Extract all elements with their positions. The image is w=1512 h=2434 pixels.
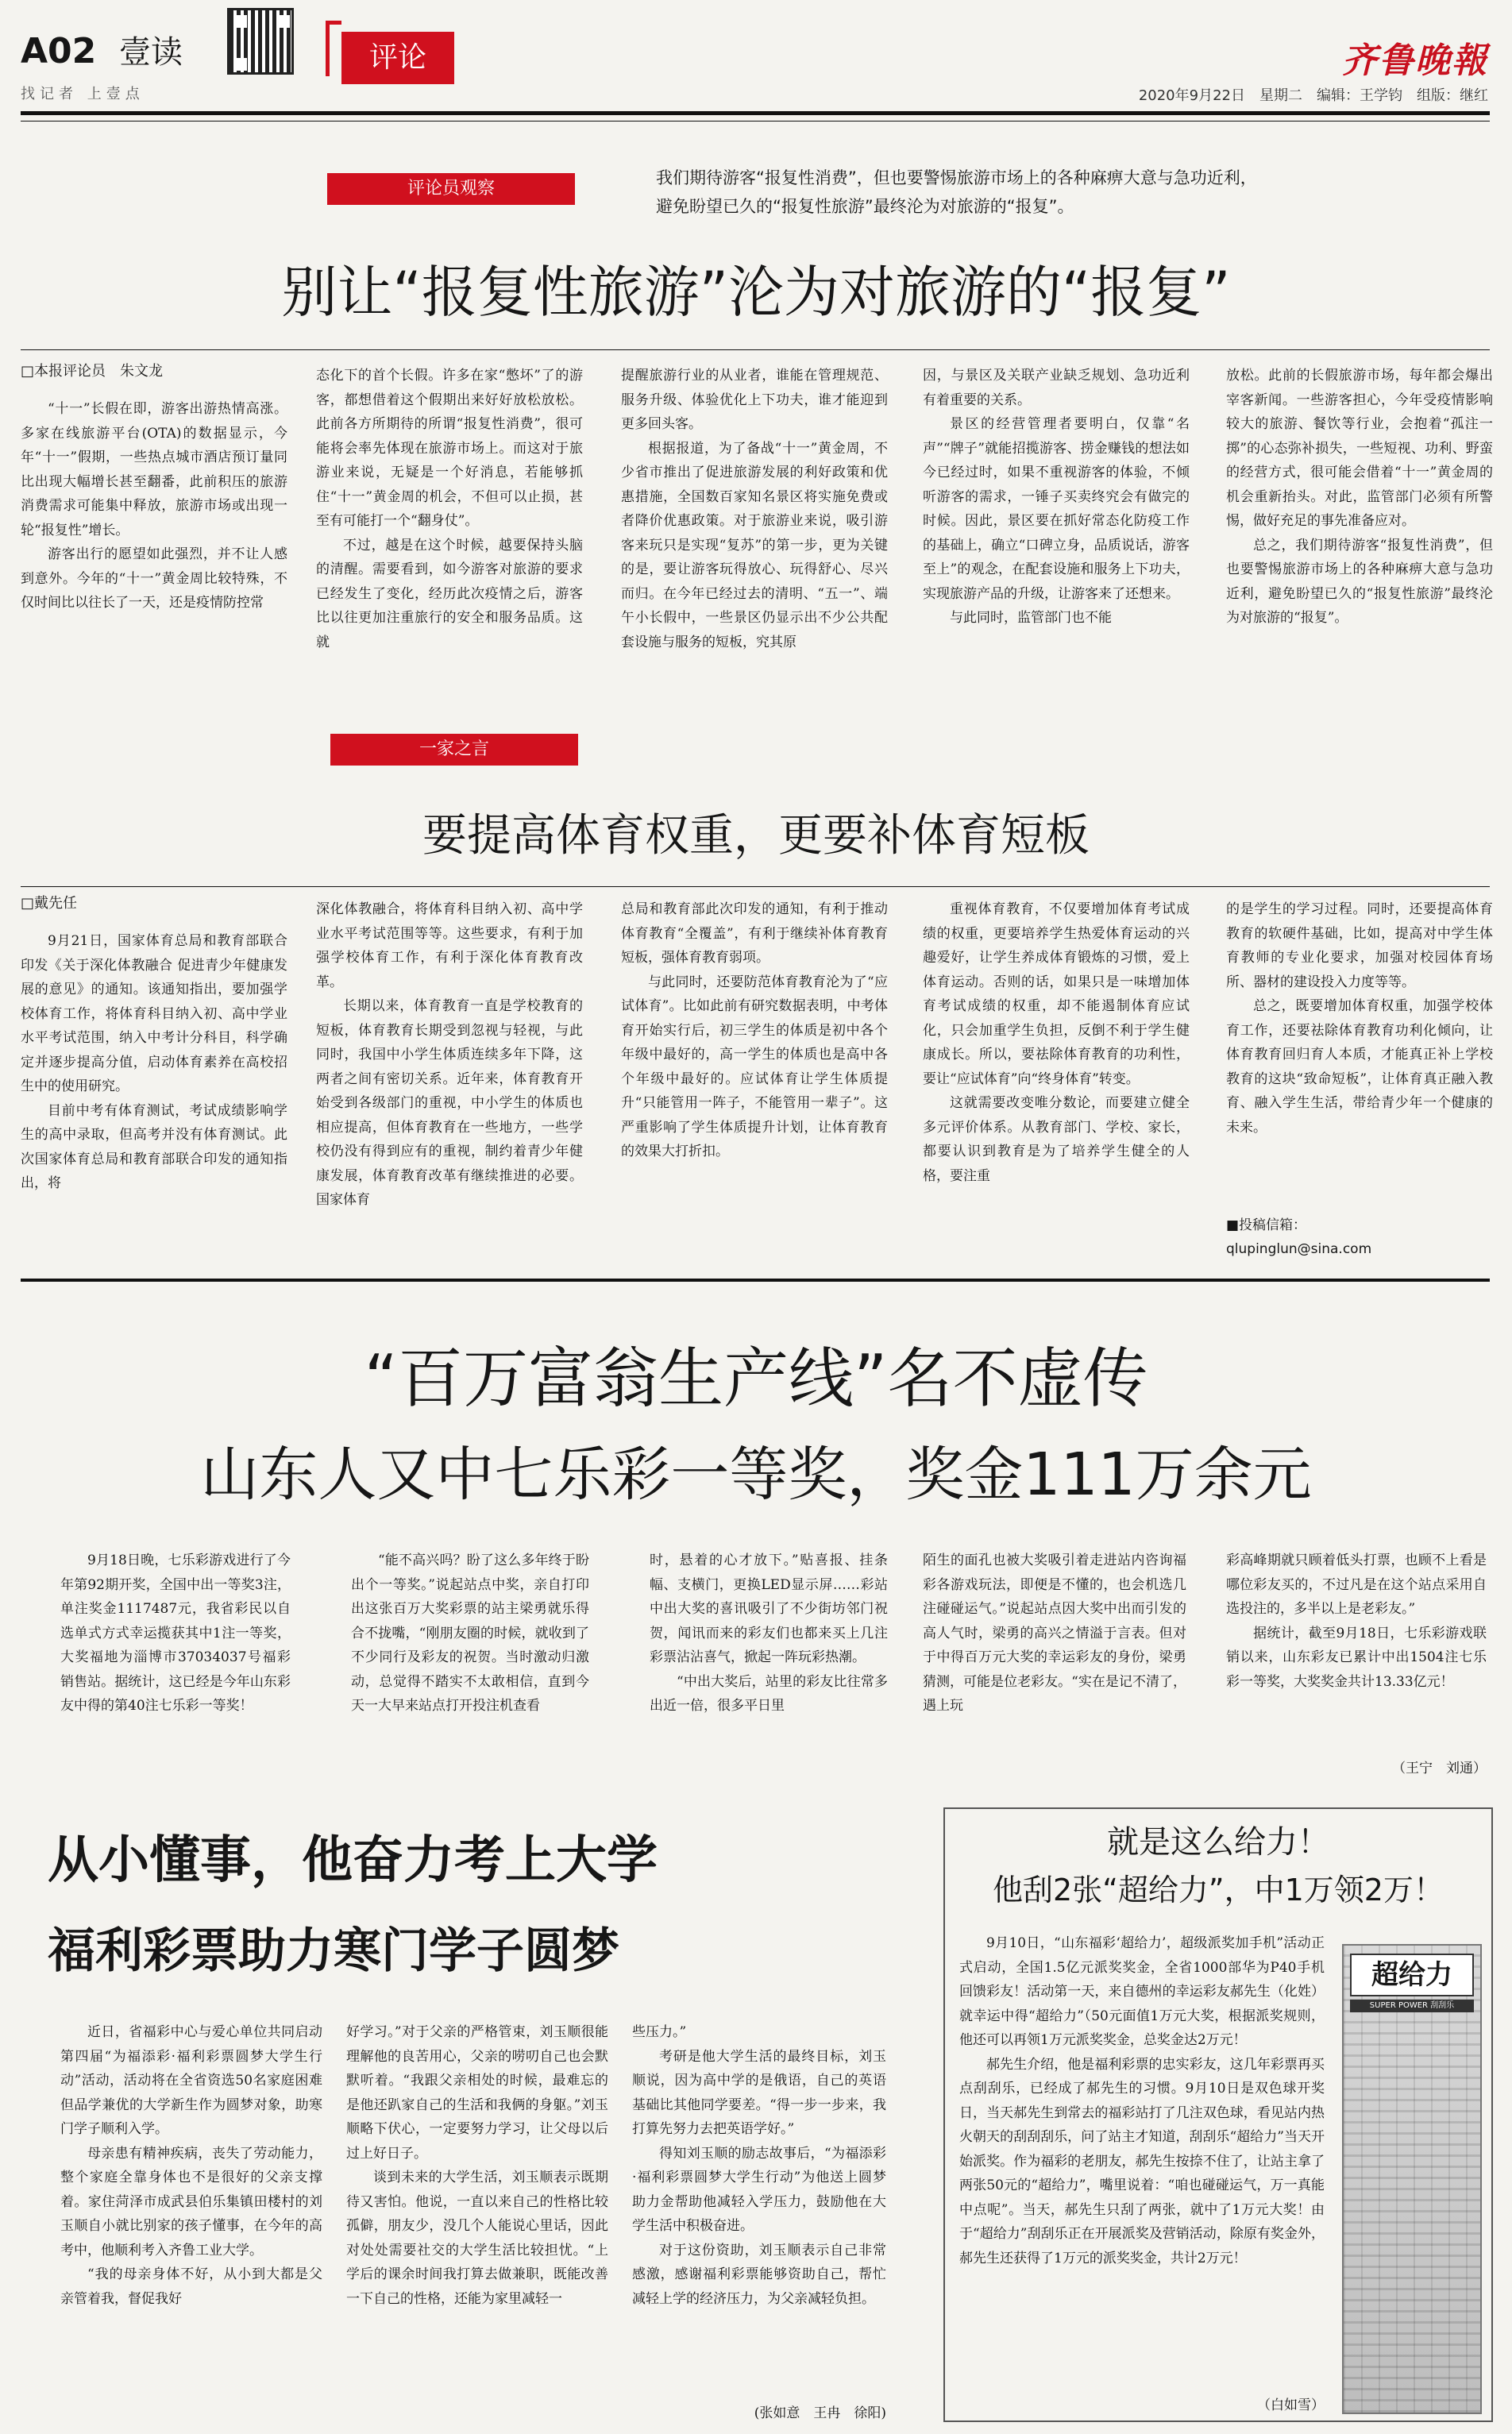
section-name: 壹读 (119, 34, 183, 71)
article1-col5 (1226, 364, 1493, 702)
brand-logo: 齐鲁晚報 (1342, 41, 1488, 81)
submission-address[interactable]: qlupinglun@sina.com (1226, 1241, 1372, 1257)
dateline: 2020年9月22日 星期二 编辑：王学钧 组版：继红 (1138, 87, 1488, 104)
article3-col1 (60, 1549, 291, 1779)
article4-col1 (60, 2020, 322, 2417)
article2-paragraph: 这就需要改变唯分数论，而要建立健全多元评价体系。从教育部门、学校、家长，都要认识到教育是为了培养学生健全的人格，要注重 (923, 1095, 1190, 1184)
article3-credit: （王宁 刘通） (1392, 1761, 1487, 1776)
article1-paragraph: 游客出行的愿望如此强烈，并不让人感到意外。今年的“十一”黄金周比较特殊，不仅时间比以往长了一天，还是疫情防控常 (21, 546, 287, 611)
article2-col5 (1226, 897, 1493, 1215)
ticket-subtitle: SUPER POWER 刮刮乐 (1350, 2000, 1474, 2012)
article3-col2 (351, 1549, 589, 1779)
article4-paragraph: 好学习。”对于父亲的严格管束，刘玉顺很能理解他的良苦用心，父亲的唠叨自己也会默默听着。“我跟父亲相处的时候，最难忘的是他还趴家自己的生活和我俩的身躯。”刘玉顺略下伏心，一定要努力学习，让父母以后过上好日子。 (346, 2024, 608, 2162)
qr-code-icon[interactable] (227, 8, 294, 75)
article2-col4 (923, 897, 1190, 1258)
slogan: 找记者 上壹点 (21, 86, 145, 102)
article5-body (959, 1931, 1325, 2384)
article3-title-line2: 山东人又中七乐彩一等奖，奖金111万余元 (200, 1441, 1312, 1509)
article1-paragraph: 提醒旅游行业的从业者，谁能在管理规范、服务升级、体验优化上下功夫，谁才能迎到更多回头客。 (621, 368, 888, 432)
article1-paragraph: 因，与景区及关联产业缺乏规划、急功近利有着重要的关系。 (923, 368, 1190, 408)
article1-paragraph: 态化下的首个长假。许多在家“憋坏”了的游客，都想借着这个假期出来好好放松放松。此前各方所期待的所谓“报复性消费”，很可能将会率先体现在旅游市场上。而这对于旅游业来说，无疑是一个好消息，若能够抓住“十一”黄金周的机会，不但可以止损，甚至有可能打一个“翻身仗”。 (316, 368, 583, 529)
header-corner-bracket (326, 21, 341, 76)
article1-col1 (21, 361, 287, 702)
article4-paragraph: 考研是他大学生活的最终目标，刘玉顺说，因为高中学的是俄语，自己的英语基础比其他同学要差。“得一步一步来，我打算先努力去把英语学好。” (632, 2048, 886, 2137)
article3-col3 (650, 1549, 888, 1779)
article1-paragraph: “十一”长假在即，游客出游热情高涨。多家在线旅游平台(OTA)的数据显示，今年“十一”假期，一些热点城市酒店预订量同比出现大幅增长甚至翻番，此前积压的旅游消费需求可能集中释放，旅游市场或出现一轮“报复性”增长。 (21, 401, 287, 538)
article1-paragraph: 放松。此前的长假旅游市场，每年都会爆出宰客新闻。一些游客担心，今年受疫情影响较大的旅游、餐饮等行业，会抱着“孤注一掷”的心态弥补损失，一些短视、功利、野蛮的经营方式，很可能会借着“十一”黄金周的机会重新抬头。对此，监管部门必须有所警惕，做好充足的事先准备应对。 (1226, 368, 1493, 529)
page-number: A02 (21, 31, 97, 71)
article1-col3 (621, 364, 888, 702)
article4-title-line2: 福利彩票助力寒门学子圆梦 (48, 1923, 619, 1979)
article4-paragraph: 些压力。” (632, 2024, 687, 2040)
section-divider (21, 1279, 1490, 1282)
article4-paragraph: “我的母亲身体不好，从小到大都是父亲管着我，督促我好 (60, 2266, 322, 2307)
article1-col4 (923, 364, 1190, 702)
article2-paragraph: 重视体育教育，不仅要增加体育考试成绩的权重，更要培养学生热爱体育运动的兴趣爱好，让学生养成体育锻炼的习惯，爱上体育运动。否则的话，如果只是一味增加体育考试成绩的权重，却不能遏制体育应试化，只会加重学生负担，反倒不利于学生健康成长。所以，要祛除体育教育的功利性，要让“应试体育”向“终身体育”转变。 (923, 901, 1190, 1087)
article5-title-line2: 他刮2张“超给力”，中1万领2万！ (993, 1873, 1444, 1907)
article1-col2 (316, 364, 583, 702)
article4-paragraph: 对于这份资助，刘玉顺表示自己非常感激，感谢福利彩票能够资助自己，帮忙减轻上学的经济压力，为父亲减轻负担。 (632, 2242, 886, 2307)
article2-byline: □戴先任 (21, 895, 78, 912)
article5-title-line1: 就是这么给力！ (1107, 1824, 1329, 1861)
article3-paragraph: “中出大奖后，站里的彩友比往常多出近一倍，很多平日里 (650, 1673, 888, 1714)
article1-paragraph: 根据报道，为了备战“十一”黄金周，不少省市推出了促进旅游发展的利好政策和优惠措施，全国数百家知名景区将实施免费或者降价优惠政策。对于旅游业来说，吸引游客来玩只是实现“复苏”的第一步，更为关键的是，要让游客玩得放心、玩得舒心、尽兴而归。在今年已经过去的清明、“五一”、端午小长假中，一些景区仍显示出不少公共配套设施与服务的短板，究其原 (621, 440, 888, 650)
article4-col3 (632, 2020, 886, 2398)
article5-credit: （白如雪） (1257, 2397, 1325, 2413)
ticket-title: 超给力 (1350, 1954, 1474, 1996)
article5-paragraph: 9月10日，“山东福彩‘超给力’，超级派奖加手机”活动正式启动，全国1.5亿元派奖奖金，全省1000部华为P40手机回馈彩友！活动第一天，来自德州的幸运彩友郝先生（化姓）就幸运中得“超给力”（50元面值1万元大奖，根据派奖规则，他还可以再领1万元派奖奖金，总奖金达2万元！ (959, 1935, 1325, 2048)
article1-paragraph: 景区的经营管理者要明白，仅靠“名声”“牌子”就能招揽游客、捞金赚钱的想法如今已经过时，如果不重视游客的体验，不倾听游客的需求，一锤子买卖终究会有做完的时候。因此，景区要在抓好常态化防疫工作的基础上，确立“口碑立身，品质说话，游客至上”的观念，在配套设施和服务上下功夫，实现旅游产品的升级，让游客来了还想来。 (923, 416, 1190, 602)
article3-paragraph: 时，悬着的心才放下。”贴喜报、挂条幅、支横门，更换LED显示屏……彩站中出大奖的喜讯吸引了不少街坊邻门祝贺，闻讯而来的彩友们也都来买上几注彩票沾沾喜气，掀起一阵玩彩热潮。 (650, 1553, 888, 1665)
submission-label: ■投稿信箱： (1226, 1217, 1307, 1233)
article1-paragraph: 总之，我们期待游客“报复性消费”，但也要警惕旅游市场上的各种麻痹大意与急功近利，避免盼望已久的“报复性旅游”最终沦为对旅游的“报复”。 (1226, 537, 1493, 626)
article2-paragraph: 总之，既要增加体育权重，加强学校体育工作，还要祛除体育教育功利化倾向，让体育教育回归育人本质，才能真正补上学校教育的这块“致命短板”，让体育真正融入教育、融入学生生活，带给青少年一个健康的未来。 (1226, 998, 1493, 1136)
article3-col5 (1226, 1549, 1487, 1752)
article2-paragraph: 目前中考有体育测试，考试成绩影响学生的高中录取，但高考并没有体育测试。此次国家体育总局和教育部联合印发的通知指出，将 (21, 1102, 287, 1191)
lottery-ticket-image (1342, 1944, 1482, 2414)
article4-paragraph: 近日，省福彩中心与爱心单位共同启动第四届“为福添彩·福利彩票圆梦大学生行动”活动，活动将在全省资选50名家庭困难但品学兼优的大学新生作为圆梦对象，助寒门学子顺利入学。 (60, 2024, 322, 2137)
article2-tag: 一家之言 (330, 734, 578, 766)
article1-paragraph: 与此同时，监管部门也不能 (950, 610, 1112, 626)
article1-title: 别让“报复性旅游”沦为对旅游的“报复” (281, 260, 1231, 325)
article4-paragraph: 母亲患有精神疾病，丧失了劳动能力，整个家庭全靠身体也不是很好的父亲支撑着。家住菏泽市成武县伯乐集镇田楼村的刘玉顺自小就比别家的孩子懂事，在今年的高考中，他顺利考入齐鲁工业大学。 (60, 2145, 322, 2258)
article1-lead: 我们期待游客“报复性消费”，但也要警惕旅游市场上的各种麻痹大意与急功近利，避免盼望已久的“报复性旅游”最终沦为对旅游的“报复”。 (656, 168, 1257, 216)
article1-paragraph: 不过，越是在这个时候，越要保持头脑的清醒。需要看到，如今游客对旅游的要求已经发生了变化，经历此次疫情之后，游客比以往更加注重旅行的安全和服务品质。这就 (316, 537, 583, 650)
article2-paragraph: 总局和教育部此次印发的通知，有利于推动体育教育“全覆盖”，有利于继续补体育教育短板，强体育教育弱项。 (621, 901, 888, 966)
article2-title: 要提高体育权重，更要补体育短板 (422, 810, 1090, 862)
article2-paragraph: 与此同时，还要防范体育教育沦为了“应试体育”。比如此前有研究数据表明，中考体育开始实行后，初三学生的体质是初中各个年级中最好的，高一学生的体质也是高中各个年级中最好的。应试体育让学生体质提升“只能管用一阵子，不能管用一辈子”。这严重影响了学生体质提升计划，让体育教育的效果大打折扣。 (621, 974, 888, 1159)
article2-col3 (621, 897, 888, 1258)
article2-col2 (316, 897, 583, 1258)
article3-title-line1: “百万富翁生产线”名不虚传 (364, 1341, 1148, 1417)
article3-col4 (923, 1549, 1186, 1779)
article4-col2 (346, 2020, 608, 2417)
article4-paragraph: 谈到未来的大学生活，刘玉顺表示既期待又害怕。他说，一直以来自己的性格比较孤僻，朋友少，没几个人能说心里话，因此对处处需要社交的大学生活比较担忧。“上学后的课余时间我打算去做兼职，既能改善一下自己的性格，还能为家里减轻一 (346, 2170, 608, 2307)
article2-paragraph: 的是学生的学习过程。同时，还要提高体育教育的软硬件基础，比如，提高对中学生体育教师的专业化要求，加强对校园体育场所、器材的建设投入力度等等。 (1226, 901, 1493, 990)
header-rule (21, 111, 1490, 115)
article3-paragraph: 9月18日晚，七乐彩游戏进行了今年第92期开奖，全国中出一等奖3注，单注奖金1117487元，我省彩民以自选单式方式幸运揽获其中1注一等奖，大奖福地为淄博市37034037号福彩销售站。据统计，这已经是今年山东彩友中得的第40注七乐彩一等奖！ (60, 1553, 291, 1714)
article4-title-line1: 从小懂事，他奋力考上大学 (48, 1831, 658, 1890)
article2-col1 (21, 893, 287, 1258)
article3-paragraph: 据统计，截至9月18日，七乐彩游戏联销以来，山东彩友已累计中出1504注七乐彩一等奖，大奖奖金共计13.33亿元！ (1226, 1625, 1487, 1690)
article3-paragraph: 陌生的面孔也被大奖吸引着走进站内咨询福彩各游戏玩法，即便是不懂的，也会机选几注碰碰运气。”说起站点因大奖中出而引发的高人气时，梁勇的高兴之情溢于言表。但对于中得百万元大奖的幸运彩友的身份，梁勇猜测，可能是位老彩友。“实在是记不清了，遇上玩 (923, 1553, 1186, 1714)
column-tag: 评论 (341, 32, 454, 84)
article2-paragraph: 深化体教融合，将体育科目纳入初、高中学业水平考试范围等等。这些要求，有利于加强学校体育工作，有利于深化体育教育改革。 (316, 901, 583, 990)
article3-paragraph: “能不高兴吗？盼了这么多年终于盼出个一等奖。”说起站点中奖，亲自打印出这张百万大奖彩票的站主梁勇就乐得合不拢嘴，“刚朋友圈的时候，就收到了不少同行及彩友的祝贺。当时激动归激动，总觉得不踏实不太敢相信，直到今天一大早来站点打开投注机查看 (351, 1553, 589, 1714)
article1-byline: □本报评论员 朱文龙 (21, 363, 164, 380)
article5-paragraph: 郝先生介绍，他是福利彩票的忠实彩友，这几年彩票再买点刮刮乐，已经成了郝先生的习惯。9月10日是双色球开奖日，当天郝先生到常去的福彩站打了几注双色球，看见站内热火朝天的刮刮刮乐，问了站主才知道，刮刮乐“超给力”当天开始派奖。作为福彩的老朋友，郝先生按捺不住了，让站主拿了两张50元的“超给力”，嘴里说着：“咱也碰碰运气，万一真能中点呢”。当天，郝先生只刮了两张，就中了1万元大奖！由于“超给力”刮刮乐正在开展派奖及营销活动，除原有奖金外，郝先生还获得了1万元的派奖奖金，共计2万元！ (959, 2056, 1325, 2266)
article4-paragraph: 得知刘玉顺的励志故事后，“为福添彩·福利彩票圆梦大学生行动”为他送上圆梦助力金帮助他减轻入学压力，鼓励他在大学生活中积极奋进。 (632, 2145, 886, 2234)
article4-credit: (张如意 王冉 徐阳) (754, 2405, 886, 2421)
article1-tag: 评论员观察 (327, 173, 575, 205)
submission-email[interactable] (1226, 1213, 1493, 1261)
article2-paragraph: 长期以来，体育教育一直是学校教育的短板，体育教育长期受到忽视与轻视，与此同时，我国中小学生体质连续多年下降，这两者之间有密切关系。近年来，体育教育开始受到各级部门的重视，中小学生的体质也相应提高，但体育教育在一些地方，一些学校仍没有得到应有的重视，制约着青少年健康发展，体育教育改革有继续推进的必要。国家体育 (316, 998, 583, 1208)
article2-paragraph: 9月21日，国家体育总局和教育部联合印发《关于深化体教融合 促进青少年健康发展的意见》的通知。该通知指出，要加强学校体育工作，将体育科目纳入初、高中学业水平考试范围，纳入中考计分科目，科学确定并逐步提高分值，启动体育素养在高校招生中的使用研究。 (21, 933, 287, 1094)
article3-paragraph: 彩高峰期就只顾着低头打票，也顾不上看是哪位彩友买的，不过凡是在这个站点采用自选投注的，多半以上是老彩友。” (1226, 1553, 1487, 1617)
